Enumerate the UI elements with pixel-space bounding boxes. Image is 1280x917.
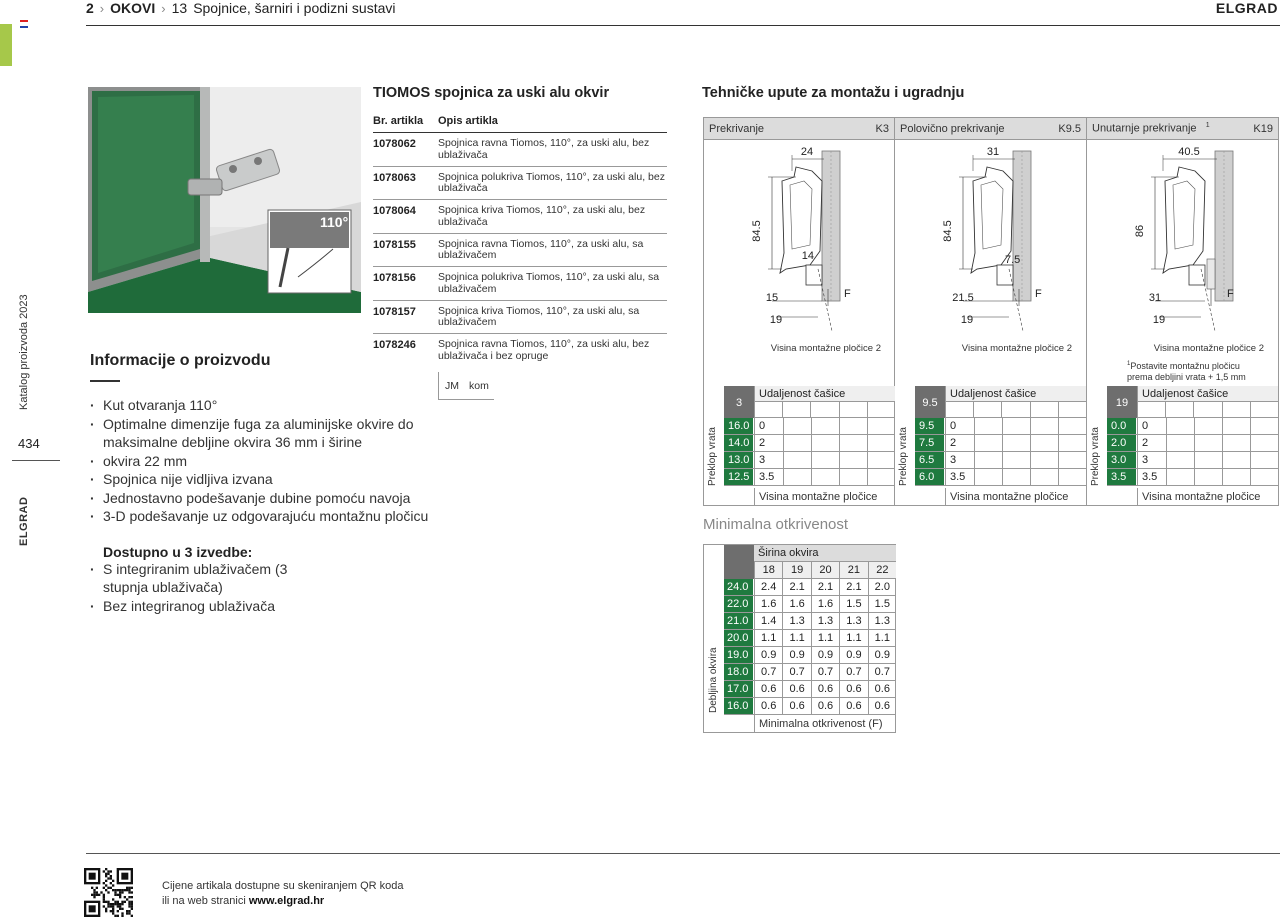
distance-value: 3.5 bbox=[1137, 469, 1166, 485]
dim-top: 40.5 bbox=[1178, 146, 1200, 158]
table-row bbox=[373, 267, 667, 301]
reveal-value: 2.1 bbox=[811, 579, 839, 595]
overlap-value: 13.0 bbox=[724, 452, 754, 468]
distance-value: 3.5 bbox=[945, 469, 974, 485]
article-code[interactable]: 1078156 bbox=[373, 267, 438, 301]
distance-value: 0 bbox=[754, 418, 783, 434]
feature-list bbox=[90, 396, 450, 526]
table-row bbox=[724, 647, 896, 664]
thickness-value: 24.0 bbox=[724, 579, 754, 595]
note-marker: 1 bbox=[1205, 122, 1210, 130]
reveal-value: 0.6 bbox=[868, 698, 896, 714]
article-desc: Spojnica kriva Tiomos, 110°, za uski alu, bez ublaživača bbox=[438, 200, 667, 234]
thickness-axis bbox=[706, 579, 724, 715]
product-info bbox=[90, 352, 450, 615]
distance-value: 3 bbox=[945, 452, 974, 468]
table-row bbox=[724, 681, 896, 698]
reveal-value: 1.6 bbox=[811, 596, 839, 612]
dim-inner: 7.5 bbox=[1005, 254, 1021, 266]
list-item: · S integriranim ublaživačem (3 stupnja ublaživača) bbox=[90, 560, 450, 597]
width-header: Širina okvira bbox=[754, 545, 896, 562]
table-row bbox=[373, 233, 667, 267]
panel-code: K3 bbox=[875, 122, 889, 135]
reveal-value: 1.1 bbox=[868, 630, 896, 646]
reveal-value: 0.6 bbox=[811, 698, 839, 714]
reveal-value: 1.1 bbox=[839, 630, 867, 646]
footer-divider bbox=[86, 853, 1280, 854]
distance-value: 2 bbox=[754, 435, 783, 451]
angle-label: 110° bbox=[320, 214, 349, 230]
table-row bbox=[724, 613, 896, 630]
panel-code: K19 bbox=[1253, 122, 1273, 135]
section-tab bbox=[0, 24, 12, 66]
rail-brand: ELGRAD bbox=[18, 496, 30, 546]
table-row bbox=[915, 469, 1086, 486]
table-row bbox=[724, 452, 895, 469]
reveal-value: 1.6 bbox=[754, 596, 782, 612]
footer-line2: ili na web stranici bbox=[162, 895, 249, 907]
mount-caption: Visina montažne pločice 2 bbox=[961, 343, 1072, 354]
article-desc: Spojnica polukriva Tiomos, 110°, za uski alu, bez ublaživača bbox=[438, 166, 667, 200]
dim-top: 31 bbox=[986, 146, 1000, 158]
breadcrumb-subsection[interactable]: Spojnice, šarniri i podizni sustavi bbox=[193, 0, 396, 16]
dim-a: 15 bbox=[765, 292, 779, 304]
reveal-value: 0.6 bbox=[839, 681, 867, 697]
thickness-value: 17.0 bbox=[724, 681, 754, 697]
overlap-value: 3.5 bbox=[1107, 469, 1137, 485]
dim-a: 31 bbox=[1148, 292, 1162, 304]
plate-height-label: Visina montažne pločice bbox=[1137, 488, 1278, 506]
reveal-value: 0.6 bbox=[839, 698, 867, 714]
dim-inner: 14 bbox=[801, 250, 814, 262]
distance-value: 3 bbox=[754, 452, 783, 468]
dim-height: 84.5 bbox=[942, 220, 954, 242]
min-reveal-table bbox=[703, 544, 896, 733]
panel-name: Unutarnje prekrivanje bbox=[1092, 122, 1197, 135]
panel-header bbox=[1087, 118, 1278, 140]
footer-line1: Cijene artikala dostupne su skeniranjem QR koda bbox=[162, 880, 404, 892]
dim-f: F bbox=[1035, 288, 1042, 300]
dim-f: F bbox=[1227, 288, 1234, 300]
product-photo bbox=[88, 87, 361, 313]
col-code-header: Br. artikla bbox=[373, 113, 438, 133]
width-columns bbox=[754, 562, 896, 579]
variant-list bbox=[90, 560, 450, 616]
reveal-value: 0.6 bbox=[868, 681, 896, 697]
chevron-right-icon: › bbox=[161, 0, 166, 16]
catalog-label: Katalog proizvoda 2023 bbox=[18, 294, 30, 410]
table-row bbox=[373, 200, 667, 234]
unit-label: JM bbox=[445, 380, 459, 392]
table-row bbox=[1107, 435, 1278, 452]
overlap-axis bbox=[896, 418, 914, 488]
thickness-value: 22.0 bbox=[724, 596, 754, 612]
article-desc: Spojnica ravna Tiomos, 110°, za uski alu, bez ublaživača i bez opruge bbox=[438, 338, 650, 362]
distance-header: Udaljenost čašice bbox=[945, 386, 1086, 402]
table-row bbox=[724, 630, 896, 647]
note-text: Postavite montažnu pločicu prema debljini vrata + 1,5 mm bbox=[1127, 361, 1246, 382]
tech-panels bbox=[703, 117, 1280, 506]
reveal-value: 0.6 bbox=[811, 681, 839, 697]
article-code[interactable]: 1078063 bbox=[373, 166, 438, 200]
list-item: · Kut otvaranja 110° bbox=[90, 396, 450, 415]
tech-panel bbox=[703, 117, 895, 506]
breadcrumb bbox=[86, 0, 396, 16]
reveal-value: 2.0 bbox=[868, 579, 896, 595]
overlap-label: Preklop vrata bbox=[707, 427, 718, 486]
min-reveal-title: Minimalna otkrivenost bbox=[703, 516, 849, 533]
reveal-value: 0.7 bbox=[782, 664, 810, 680]
overlap-value: 14.0 bbox=[724, 435, 754, 451]
article-code[interactable]: 1078246 bbox=[373, 339, 416, 351]
article-desc: Spojnica ravna Tiomos, 110°, za uski alu, sa ublaživačem bbox=[438, 233, 667, 267]
rail-divider bbox=[12, 460, 60, 461]
reveal-value: 0.6 bbox=[782, 698, 810, 714]
footer-text bbox=[162, 879, 404, 909]
article-desc: Spojnica polukriva Tiomos, 110°, za uski alu, sa ublaživačem bbox=[438, 267, 667, 301]
products-title: TIOMOS spojnica za uski alu okvir bbox=[373, 85, 610, 101]
mount-caption: Visina montažne pločice 2 bbox=[770, 343, 881, 354]
reveal-value: 2.1 bbox=[839, 579, 867, 595]
unit-box bbox=[438, 372, 494, 400]
table-row bbox=[915, 435, 1086, 452]
article-code[interactable]: 1078157 bbox=[373, 300, 438, 334]
list-item: · Bez integriranog ublaživača bbox=[90, 597, 450, 616]
table-row bbox=[724, 418, 895, 435]
panel-header bbox=[704, 118, 894, 140]
panel-code: K9.5 bbox=[1058, 122, 1081, 135]
list-item: · 3-D podešavanje uz odgovarajuću montažnu pločicu bbox=[90, 507, 450, 526]
unit-value: kom bbox=[469, 380, 489, 392]
distance-value: 0 bbox=[1137, 418, 1166, 434]
thickness-value: 16.0 bbox=[724, 698, 754, 714]
page-header bbox=[86, 0, 1280, 26]
variants-title: Dostupno u 3 izvedbe: bbox=[103, 543, 253, 560]
distance-header: Udaljenost čašice bbox=[1137, 386, 1278, 402]
width-column: 21 bbox=[839, 562, 867, 578]
dim-b: 19 bbox=[769, 314, 783, 326]
tech-title: Tehničke upute za montažu i ugradnju bbox=[702, 85, 965, 101]
reveal-value: 1.6 bbox=[782, 596, 810, 612]
breadcrumb-section[interactable]: OKOVI bbox=[110, 0, 156, 16]
brand-logo[interactable]: ELGRAD bbox=[1215, 0, 1278, 16]
table-row bbox=[373, 334, 667, 368]
list-item: · Jednostavno podešavanje dubine pomoću navoja bbox=[90, 489, 450, 508]
thickness-value: 19.0 bbox=[724, 647, 754, 663]
reveal-value: 0.6 bbox=[754, 698, 782, 714]
reveal-value: 0.9 bbox=[868, 647, 896, 663]
article-desc: Spojnica kriva Tiomos, 110°, za uski alu, sa ublaživačem bbox=[438, 300, 667, 334]
overlap-value: 0.0 bbox=[1107, 418, 1137, 434]
overlap-value: 9.5 bbox=[915, 418, 945, 434]
distance-value: 0 bbox=[945, 418, 974, 434]
overlap-value: 3.0 bbox=[1107, 452, 1137, 468]
reveal-value: 0.7 bbox=[754, 664, 782, 680]
reveal-value: 2.1 bbox=[782, 579, 810, 595]
dim-a: 21.5 bbox=[952, 292, 974, 304]
list-item: · okvira 22 mm bbox=[90, 452, 450, 471]
page-number: 434 bbox=[18, 436, 40, 451]
overlap-value: 7.5 bbox=[915, 435, 945, 451]
distance-value: 2 bbox=[945, 435, 974, 451]
article-code[interactable]: 1078064 bbox=[373, 200, 438, 234]
thickness-value: 21.0 bbox=[724, 613, 754, 629]
reveal-value: 0.6 bbox=[782, 681, 810, 697]
overlap-value: 2.0 bbox=[1107, 435, 1137, 451]
grid-corner: 19 bbox=[1107, 386, 1137, 418]
width-column: 19 bbox=[782, 562, 810, 578]
mount-caption: Visina montažne pločice 2 bbox=[1153, 343, 1264, 354]
distance-value: 3 bbox=[1137, 452, 1166, 468]
reveal-value: 1.1 bbox=[811, 630, 839, 646]
table-row bbox=[1107, 469, 1278, 486]
min-reveal-footer: Minimalna otkrivenost (F) bbox=[754, 715, 896, 733]
table-row bbox=[373, 166, 667, 200]
overlap-value: 6.5 bbox=[915, 452, 945, 468]
article-code[interactable]: 1078155 bbox=[373, 233, 438, 267]
width-column: 18 bbox=[754, 562, 782, 578]
breadcrumb-section-num[interactable]: 2 bbox=[86, 0, 94, 16]
min-reveal-rows bbox=[724, 579, 896, 715]
table-row bbox=[915, 418, 1086, 435]
overlap-value: 12.5 bbox=[724, 469, 754, 485]
reveal-value: 1.5 bbox=[868, 596, 896, 612]
dim-height: 84.5 bbox=[751, 220, 763, 242]
hinge-drawing bbox=[704, 141, 895, 341]
dim-b: 19 bbox=[1152, 314, 1166, 326]
reveal-value: 0.6 bbox=[754, 681, 782, 697]
grid-corner: 3 bbox=[724, 386, 754, 418]
article-desc: Spojnica ravna Tiomos, 110°, za uski alu, bez ublaživača bbox=[438, 133, 667, 167]
reveal-value: 0.7 bbox=[811, 664, 839, 680]
table-corner bbox=[724, 545, 754, 579]
reveal-value: 2.4 bbox=[754, 579, 782, 595]
reveal-value: 1.1 bbox=[754, 630, 782, 646]
reveal-value: 1.3 bbox=[839, 613, 867, 629]
width-column: 20 bbox=[811, 562, 839, 578]
mount-note bbox=[1127, 359, 1267, 383]
thickness-value: 18.0 bbox=[724, 664, 754, 680]
list-item: · Optimalne dimenzije fuga za aluminijske okvire do maksimalne debljine okvira 36 mm i širine bbox=[90, 415, 450, 452]
distance-value: 2 bbox=[1137, 435, 1166, 451]
dim-top: 24 bbox=[800, 146, 814, 158]
table-row bbox=[915, 452, 1086, 469]
panel-header bbox=[895, 118, 1086, 140]
reveal-value: 0.7 bbox=[868, 664, 896, 680]
overlap-axis bbox=[705, 418, 723, 488]
title-underline bbox=[90, 380, 120, 382]
info-title: Informacije o proizvodu bbox=[90, 352, 271, 369]
reveal-value: 1.4 bbox=[754, 613, 782, 629]
table-row bbox=[373, 133, 667, 167]
distance-header: Udaljenost čašice bbox=[754, 386, 895, 402]
panel-name: Polovično prekrivanje bbox=[900, 122, 1005, 135]
table-row bbox=[724, 469, 895, 486]
distance-value: 3.5 bbox=[754, 469, 783, 485]
reveal-value: 0.7 bbox=[839, 664, 867, 680]
reveal-value: 0.9 bbox=[782, 647, 810, 663]
overlap-value: 6.0 bbox=[915, 469, 945, 485]
reveal-value: 0.9 bbox=[754, 647, 782, 663]
tech-panel bbox=[1087, 117, 1279, 506]
table-row bbox=[1107, 452, 1278, 469]
thickness-value: 20.0 bbox=[724, 630, 754, 646]
hinge-drawing bbox=[895, 141, 1086, 341]
plate-height-label: Visina montažne pločice bbox=[754, 488, 895, 506]
flag-icon bbox=[20, 20, 28, 28]
dim-b: 19 bbox=[960, 314, 974, 326]
thickness-label: Debljina okvira bbox=[708, 647, 719, 713]
reveal-value: 1.5 bbox=[839, 596, 867, 612]
table-row bbox=[1107, 418, 1278, 435]
qr-code[interactable] bbox=[84, 868, 133, 917]
table-row bbox=[724, 664, 896, 681]
left-rail bbox=[0, 0, 60, 917]
overlap-axis bbox=[1088, 418, 1106, 488]
table-row bbox=[373, 300, 667, 334]
hinge-drawing bbox=[1087, 141, 1278, 341]
reveal-value: 1.3 bbox=[782, 613, 810, 629]
grid-corner: 9.5 bbox=[915, 386, 945, 418]
plate-height-label: Visina montažne pločice bbox=[945, 488, 1086, 506]
list-item: · Spojnica nije vidljiva izvana bbox=[90, 470, 450, 489]
note-marker: 1 bbox=[1127, 361, 1131, 367]
breadcrumb-subsection-num[interactable]: 13 bbox=[171, 0, 188, 16]
reveal-value: 0.9 bbox=[811, 647, 839, 663]
reveal-value: 0.9 bbox=[839, 647, 867, 663]
article-code[interactable]: 1078062 bbox=[373, 133, 438, 167]
dim-height: 86 bbox=[1134, 224, 1146, 238]
reveal-value: 1.3 bbox=[868, 613, 896, 629]
overlap-label: Preklop vrata bbox=[1090, 427, 1101, 486]
col-desc-header: Opis artikla bbox=[438, 113, 667, 133]
reveal-value: 1.3 bbox=[811, 613, 839, 629]
website-link[interactable]: www.elgrad.hr bbox=[248, 895, 325, 907]
overlap-label: Preklop vrata bbox=[898, 427, 909, 486]
width-column: 22 bbox=[868, 562, 896, 578]
table-row bbox=[724, 579, 896, 596]
overlap-value: 16.0 bbox=[724, 418, 754, 434]
table-row bbox=[724, 596, 896, 613]
panel-name: Prekrivanje bbox=[709, 122, 765, 135]
table-row bbox=[724, 435, 895, 452]
tech-panel bbox=[895, 117, 1087, 506]
table-row bbox=[724, 698, 896, 715]
reveal-value: 1.1 bbox=[782, 630, 810, 646]
dim-f: F bbox=[844, 288, 851, 300]
product-table bbox=[373, 113, 667, 367]
chevron-right-icon: › bbox=[99, 0, 105, 16]
